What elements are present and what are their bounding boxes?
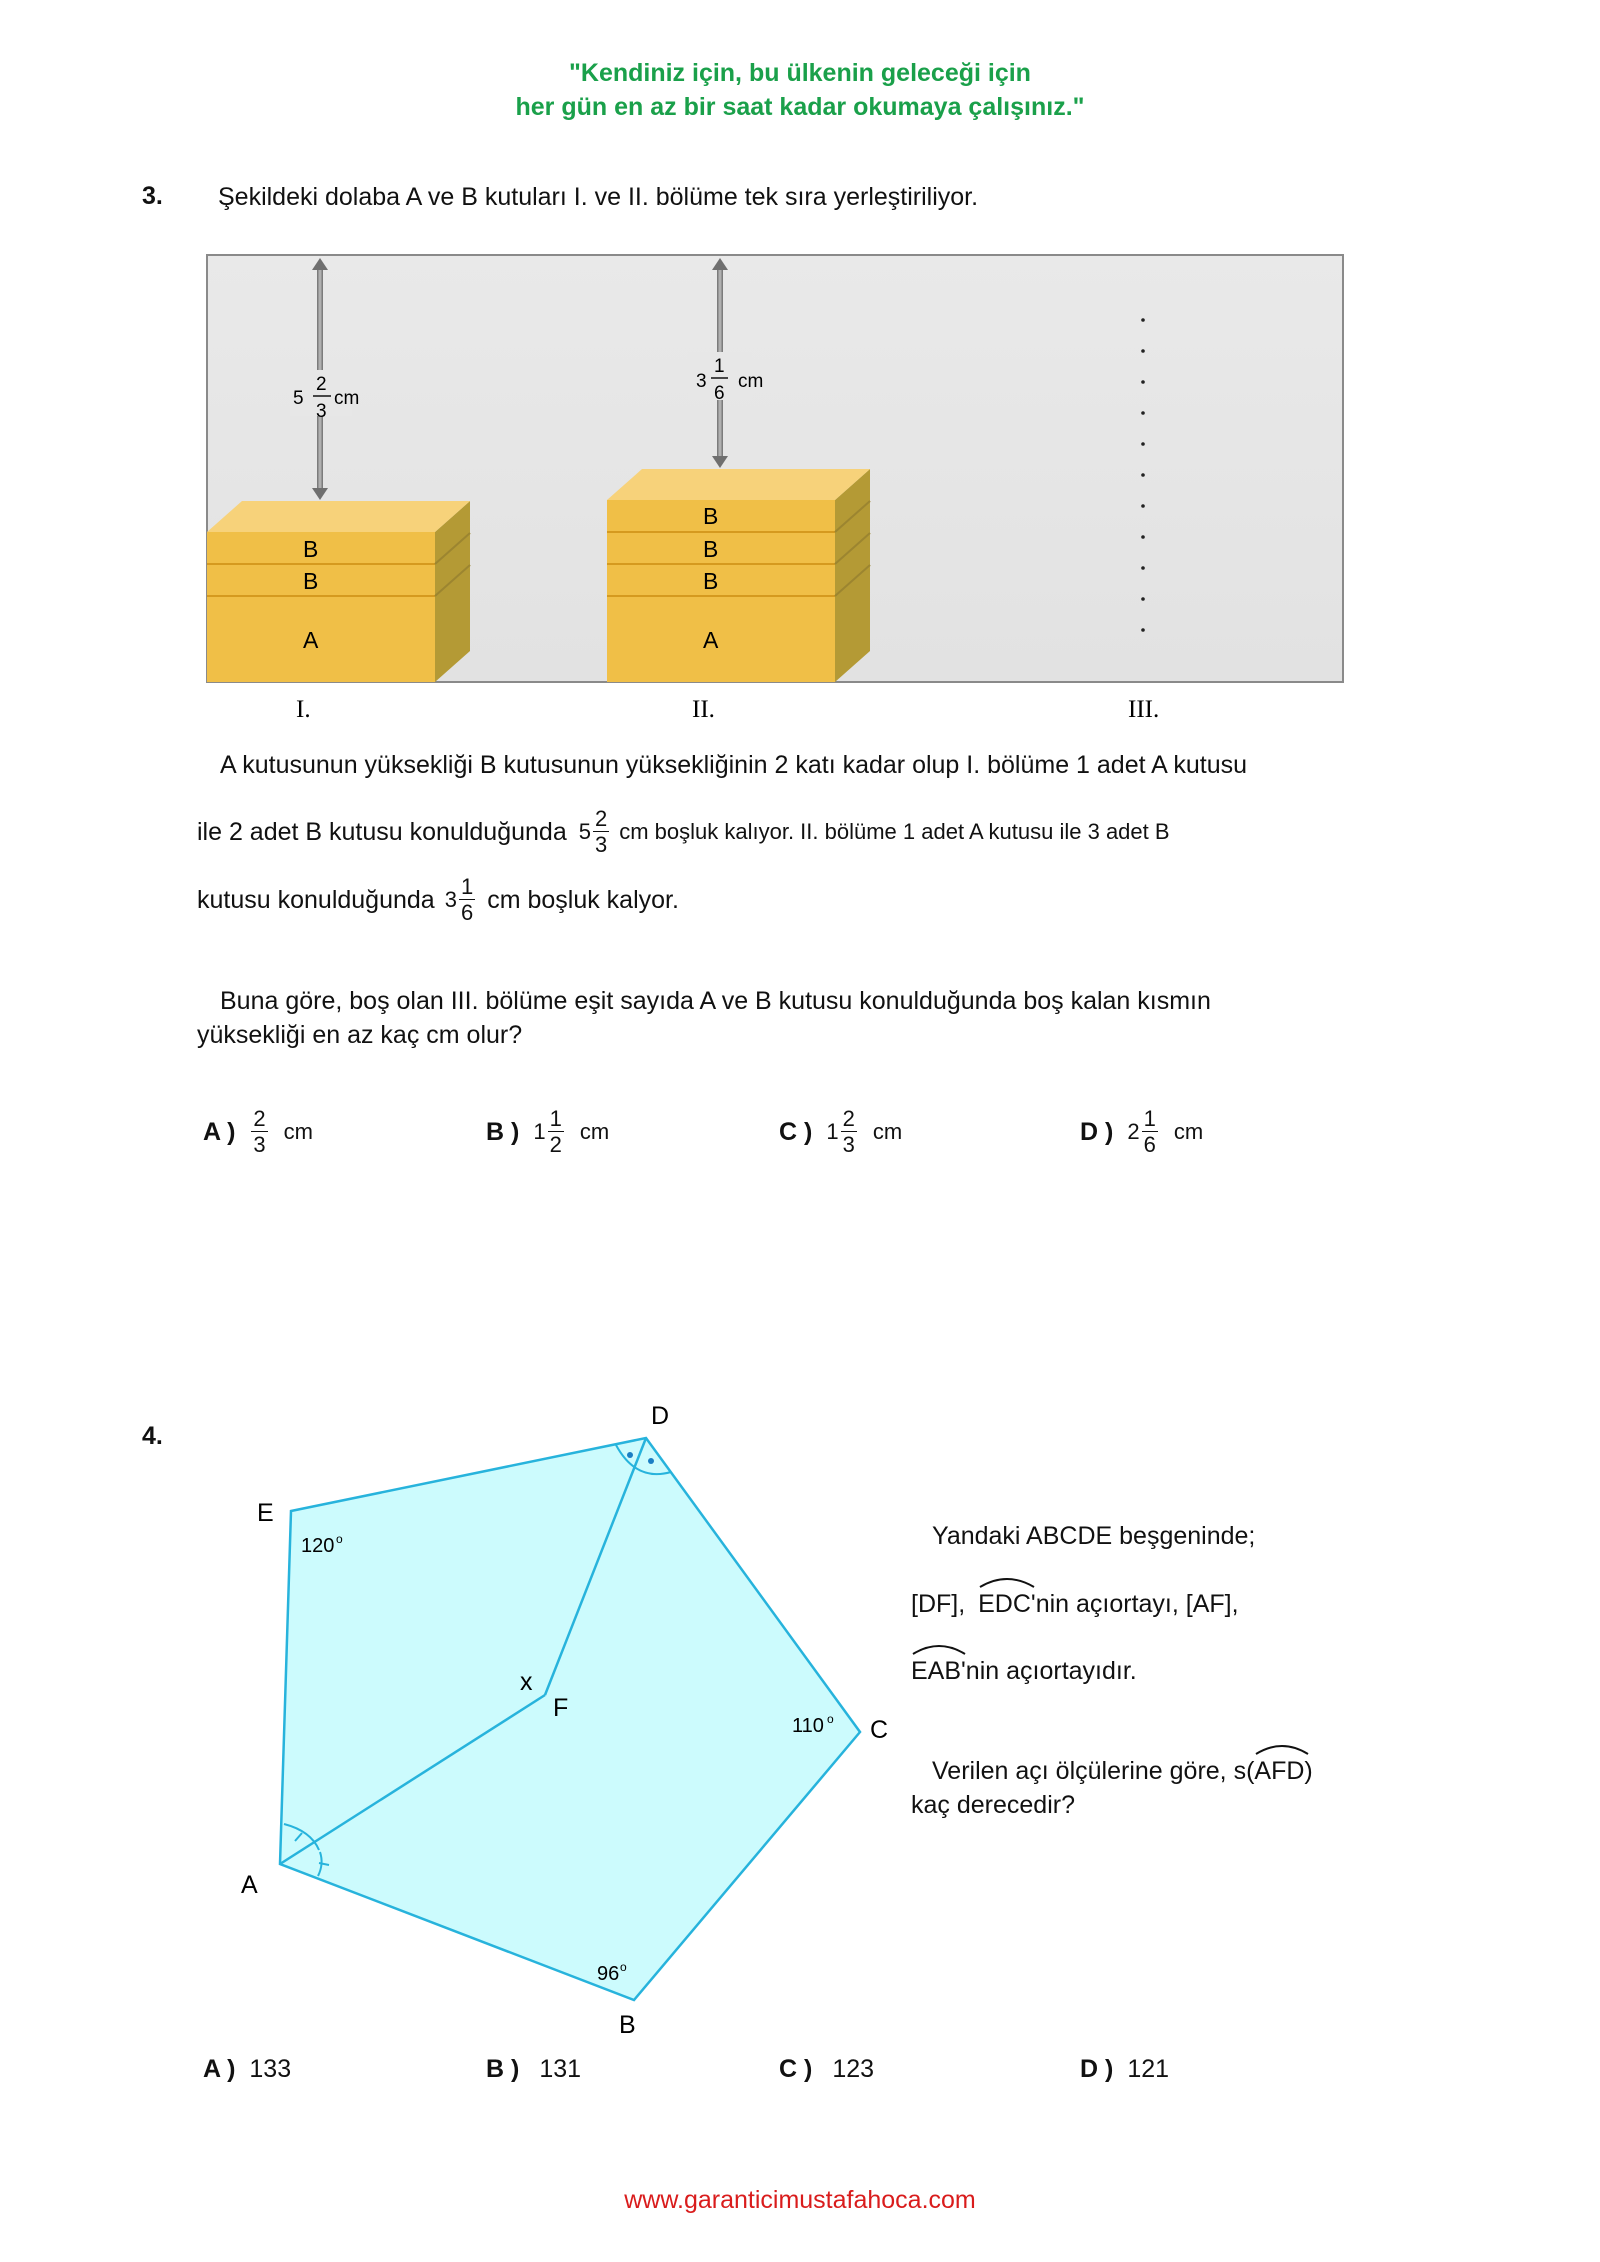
q3-paragraph-2-line-1: Buna göre, boş olan III. bölüme eşit sayıda A ve B kutusu konulduğunda boş kalan kısmın bbox=[220, 987, 1211, 1015]
svg-text:cm: cm bbox=[334, 388, 360, 409]
vertex-c: C bbox=[870, 1716, 889, 1744]
q3-option-c[interactable]: C ) 1 $\frac{2}{3}$ cm bbox=[779, 1106, 903, 1157]
q4-option-a[interactable]: A ) 133 bbox=[203, 2055, 292, 2083]
q3-paragraph-1-line-1: A kutusunun yüksekliği B kutusunun yüksekliğinin 2 katı kadar olup I. bölüme 1 adet A kutusu bbox=[220, 751, 1248, 779]
pentagon-abcde bbox=[280, 1438, 860, 2000]
q4-option-c[interactable]: C ) 123 bbox=[779, 2055, 875, 2083]
header-line-2: her gün en az bir saat kadar okumaya çalışınız." bbox=[515, 93, 1085, 121]
q3-option-a[interactable]: A ) $\frac{2}{3}$ cm bbox=[203, 1106, 313, 1157]
box-a-label: A bbox=[703, 627, 719, 653]
svg-text:6: 6 bbox=[714, 383, 725, 404]
stack-section-2 bbox=[607, 469, 870, 682]
box-b-label: B bbox=[303, 568, 319, 594]
arc-afd: AFD bbox=[1254, 1754, 1304, 1788]
box-b-label: B bbox=[703, 503, 719, 529]
angle-x-label: x bbox=[520, 1668, 533, 1696]
cabinet-figure bbox=[200, 250, 1360, 730]
q3-paragraph-1-line-2: ile 2 adet B kutusu konulduğunda 5 $\frac{2}{3}$ cm boşluk kalıyor. II. bölüme 1 adet A kutusu ile 3 adet B bbox=[197, 806, 1170, 857]
stack-section-1 bbox=[207, 501, 470, 682]
section-label-3: III. bbox=[1128, 696, 1160, 723]
svg-text:5: 5 bbox=[293, 388, 304, 409]
vertex-f: F bbox=[553, 1694, 569, 1722]
arc-edc: EDC bbox=[978, 1587, 1031, 1621]
section-label-2: II. bbox=[692, 696, 715, 723]
svg-text:o: o bbox=[336, 1532, 343, 1546]
svg-text:o: o bbox=[620, 1960, 627, 1974]
svg-text:120: 120 bbox=[301, 1535, 335, 1557]
q4-text-line-5: kaç derecedir? bbox=[911, 1791, 1075, 1819]
svg-text:3: 3 bbox=[316, 401, 327, 422]
q4-text-line-3: EAB'nin açıortayıdır. bbox=[911, 1654, 1137, 1688]
vertex-b: B bbox=[619, 2011, 636, 2039]
pentagon-figure bbox=[200, 1390, 920, 2050]
section-label-1: I. bbox=[296, 696, 311, 723]
arc-eab: EAB bbox=[911, 1654, 961, 1688]
vertex-e: E bbox=[257, 1499, 274, 1527]
q4-text-line-1: Yandaki ABCDE beşgeninde; bbox=[932, 1522, 1256, 1550]
q3-option-d[interactable]: D ) 2 $\frac{1}{6}$ cm bbox=[1080, 1106, 1204, 1157]
svg-text:o: o bbox=[827, 1712, 834, 1726]
svg-text:2: 2 bbox=[316, 374, 327, 395]
header-quote bbox=[0, 56, 1600, 124]
footer-url[interactable]: www.garanticimustafahoca.com bbox=[624, 2186, 976, 2214]
svg-text:110: 110 bbox=[792, 1715, 824, 1737]
fraction-5-2-3: 5 $\frac{2}{3}$ bbox=[578, 806, 608, 857]
box-b-label: B bbox=[703, 536, 719, 562]
box-a-label: A bbox=[303, 627, 319, 653]
q4-option-b[interactable]: B ) 131 bbox=[486, 2055, 582, 2083]
fraction-3-1-6: 3 $\frac{1}{6}$ bbox=[444, 874, 474, 925]
box-b-label: B bbox=[703, 568, 719, 594]
q3-paragraph-1-line-3: kutusu konulduğunda 3 $\frac{1}{6}$ cm boşluk kalyor. bbox=[197, 874, 679, 925]
vertex-d: D bbox=[651, 1402, 670, 1430]
svg-text:1: 1 bbox=[714, 356, 725, 377]
svg-text:3: 3 bbox=[696, 371, 707, 392]
question-3-intro: Şekildeki dolaba A ve B kutuları I. ve II. bölüme tek sıra yerleştiriliyor. bbox=[218, 183, 979, 211]
q4-text-line-2: [DF], EDC'nin açıortayı, [AF], bbox=[911, 1587, 1239, 1621]
q3-paragraph-2-line-2: yüksekliği en az kaç cm olur? bbox=[197, 1021, 523, 1049]
header-line-1: "Kendiniz için, bu ülkenin geleceği için bbox=[569, 59, 1031, 87]
svg-text:96: 96 bbox=[597, 1963, 620, 1985]
question-3-number: 3. bbox=[142, 182, 163, 210]
q4-option-d[interactable]: D ) 121 bbox=[1080, 2055, 1170, 2083]
q3-option-b[interactable]: B ) 1 $\frac{1}{2}$ cm bbox=[486, 1106, 610, 1157]
box-b-label: B bbox=[303, 536, 319, 562]
q4-text-line-4: Verilen açı ölçülerine göre, s( AFD) bbox=[932, 1754, 1313, 1788]
vertex-a: A bbox=[241, 1871, 258, 1899]
svg-text:cm: cm bbox=[738, 371, 764, 392]
question-4-number: 4. bbox=[142, 1422, 163, 1450]
